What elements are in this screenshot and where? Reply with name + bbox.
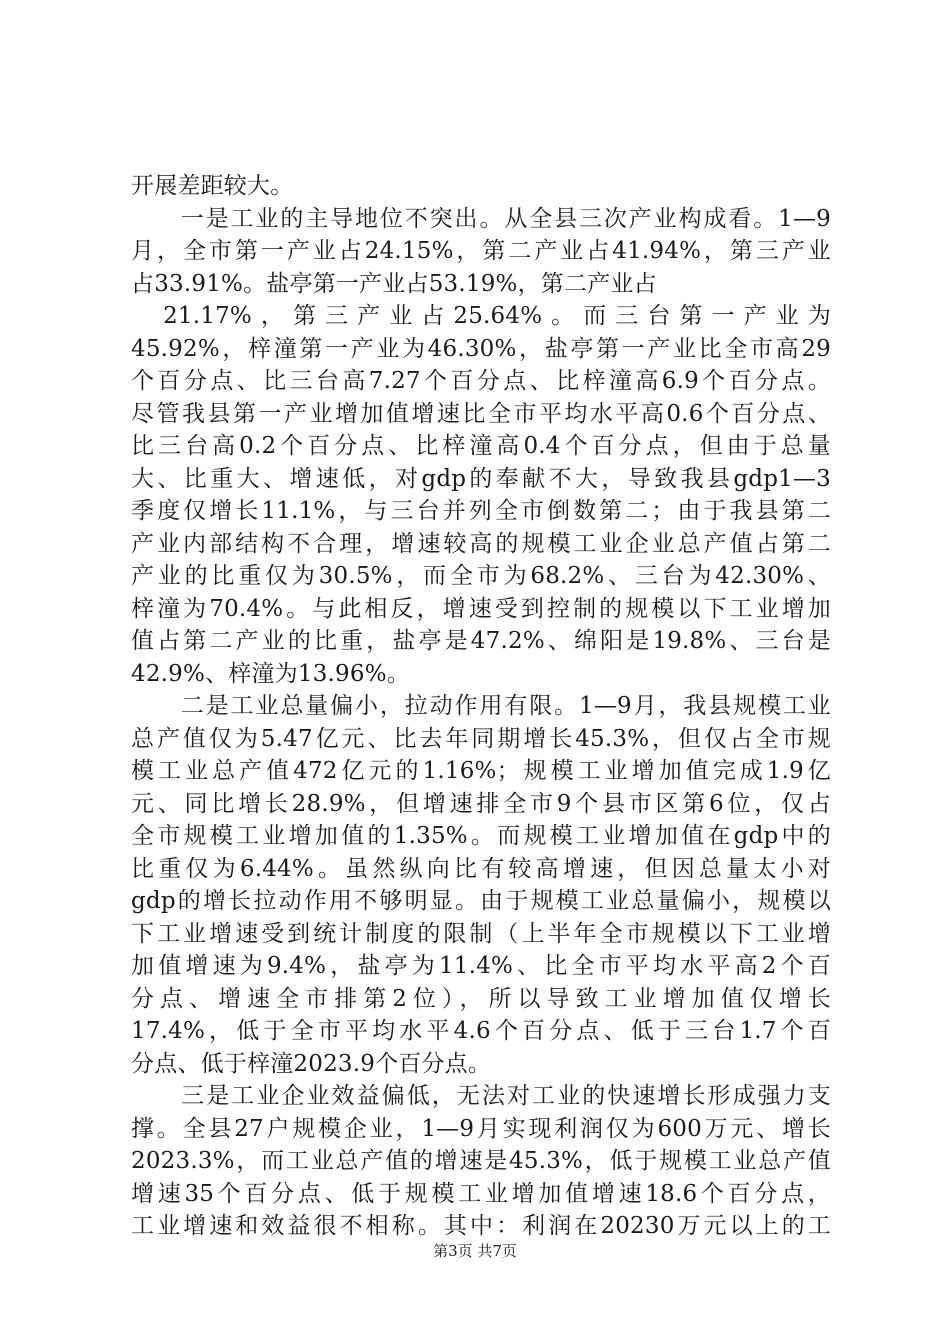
text-line: 个百分点、比三台高7.27个百分点、比梓潼高6.9个百分点。: [131, 368, 831, 394]
text-line: 三是工业企业效益偏低，无法对工业的快速增长形成强力支: [131, 1083, 831, 1109]
text-line: 加值增速为9.4%，盐亭为11.4%、比全市平均水平高2个百: [131, 953, 831, 979]
text-line: gdp的增长拉动作用不够明显。由于规模工业总量偏小，规模以: [131, 888, 831, 914]
text-line: 月，全市第一产业占24.15%，第二产业占41.94%，第三产业: [131, 238, 831, 264]
text-line: 2023.3%，而工业总产值的增速是45.3%，低于规模工业总产值: [131, 1148, 831, 1174]
document-body: [131, 170, 831, 1243]
text-line: 工业增速和效益很不相称。其中：利润在20230万元以上的工: [131, 1213, 831, 1239]
text-line: 二是工业总量偏小，拉动作用有限。1—9月，我县规模工业: [131, 693, 831, 719]
page-footer: 第3页 共7页: [433, 1242, 517, 1260]
text-line: 产业内部结构不合理，增速较高的规模工业企业总产值占第二: [131, 530, 831, 557]
text-line: 21.17%，第三产业占25.64%。而三台第一产业为: [131, 303, 831, 329]
text-line: 季度仅增长11.1%，与三台并列全市倒数第二；由于我县第二: [131, 498, 831, 524]
text-line: 42.9%、梓潼为13.96%。: [131, 660, 410, 687]
text-line: 比三台高0.2个百分点、比梓潼高0.4个百分点，但由于总量: [131, 433, 831, 459]
text-line: 全市规模工业增加值的1.35%。而规模工业增加值在gdp中的: [131, 823, 831, 849]
text-line: 值占第二产业的比重，盐亭是47.2%、绵阳是19.8%、三台是: [131, 628, 831, 654]
text-line: 17.4%，低于全市平均水平4.6个百分点、低于三台1.7个百: [131, 1018, 831, 1044]
text-line: 尽管我县第一产业增加值增速比全市平均水平高0.6个百分点、: [131, 400, 831, 427]
text-line: 梓潼为70.4%。与此相反，增速受到控制的规模以下工业增加: [131, 595, 831, 622]
text-line: 分点、增速全市排第2位），所以导致工业增加值仅增长: [131, 985, 831, 1012]
text-line: 一是工业的主导地位不突出。从全县三次产业构成看。1—9: [131, 205, 831, 232]
text-line: 下工业增速受到统计制度的限制（上半年全市规模以下工业增: [131, 920, 831, 947]
text-line: 总产值仅为5.47亿元、比去年同期增长45.3%，但仅占全市规: [131, 725, 831, 752]
text-line: 大、比重大、增速低，对gdp的奉献不大，导致我县gdp1—3: [131, 465, 831, 492]
text-line: 增速35个百分点、低于规模工业增加值增速18.6个百分点，: [131, 1180, 831, 1207]
text-line: 元、同比增长28.9%，但增速排全市9个县市区第6位，仅占: [131, 790, 831, 817]
text-line: 分点、低于梓潼2023.9个百分点。: [131, 1050, 492, 1077]
text-line: 产业的比重仅为30.5%，而全市为68.2%、三台为42.30%、: [131, 563, 831, 589]
text-line: 模工业总产值472亿元的1.16%；规模工业增加值完成1.9亿: [131, 758, 831, 784]
text-line: 开展差距较大。: [131, 173, 294, 199]
text-line: 占33.91%。盐亭第一产业占53.19%，第二产业占: [131, 270, 657, 297]
text-line: 比重仅为6.44%。虽然纵向比有较高增速，但因总量太小对: [131, 855, 831, 882]
text-line: 撑。全县27户规模企业，1—9月实现利润仅为600万元、增长: [131, 1115, 831, 1142]
text-line: 45.92%，梓潼第一产业为46.30%，盐亭第一产业比全市高29: [131, 335, 831, 362]
